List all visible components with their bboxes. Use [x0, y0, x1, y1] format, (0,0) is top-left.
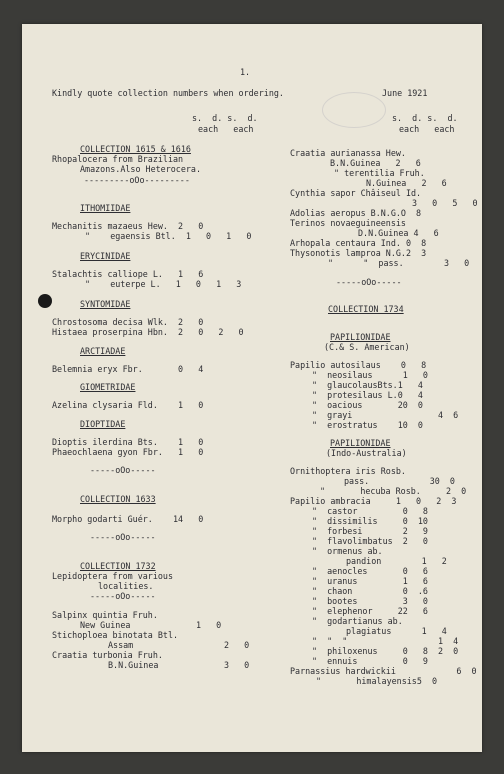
species-line: " egaensis Btl. 1 0 1 0 — [85, 231, 252, 241]
family-heading-ithomiidae: ITHOMIIDAE — [80, 203, 131, 213]
species-line: " grayi 4 6 — [312, 410, 459, 420]
collection-1633-title: COLLECTION 1633 — [80, 494, 156, 504]
species-line: " erostratus 10 0 — [312, 420, 423, 430]
collection-1734-title: COLLECTION 1734 — [328, 304, 404, 314]
family-heading-geometridae: GIOMETRIDAE — [80, 382, 136, 392]
species-line: Parnassius hardwickii 6 0 — [290, 666, 477, 676]
family-heading-papilionidae: PAPILIONIDAE — [330, 438, 391, 448]
collection-1732-desc-2: localities. — [98, 581, 154, 591]
page-number: 1. — [240, 67, 251, 77]
species-line: Dioptis ilerdina Bts. 1 0 — [52, 437, 204, 447]
collection-1615-title: COLLECTION 1615 & 1616 — [80, 144, 191, 154]
species-line: Stichoploea binotata Btl. — [52, 630, 179, 640]
separator: -----oOo----- — [336, 277, 402, 287]
species-line: " " " 1 4 — [312, 636, 459, 646]
species-line: Ornithoptera iris Rosb. — [290, 466, 406, 476]
species-line: " chaon 0 .6 — [312, 586, 428, 596]
species-line: " flavolimbatus 2 0 — [312, 536, 428, 546]
species-line: D.N.Guinea 4 6 — [358, 228, 439, 238]
species-line: Adolias aeropus B.N.G.O 8 — [290, 208, 422, 218]
family-region: (Indo-Australia) — [326, 448, 407, 458]
family-heading-dioptidae: DIOPTIDAE — [80, 419, 126, 429]
species-line: Arhopala centaura Ind. 0 8 — [290, 238, 427, 248]
faded-stamp-mark — [322, 92, 386, 128]
species-line: " ennuis 0 9 — [312, 656, 428, 666]
species-line: " dissimilis 0 10 — [312, 516, 428, 526]
species-line: " elephenor 22 6 — [312, 606, 428, 616]
species-line: Salpinx quintia Fruh. — [52, 610, 158, 620]
species-line: " castor 0 8 — [312, 506, 428, 516]
separator: -----oOo----- — [90, 532, 156, 542]
species-line: plagiatus 1 4 — [346, 626, 447, 636]
species-line: " neosilaus 1 0 — [312, 370, 428, 380]
species-line: " euterpe L. 1 0 1 3 — [85, 279, 242, 289]
species-line: " hecuba Rosb. 2 0 — [320, 486, 467, 496]
species-line: " protesilaus L.0 4 — [312, 390, 423, 400]
family-region: (C.& S. American) — [324, 342, 410, 352]
species-line: Belemnia eryx Fbr. 0 4 — [52, 364, 204, 374]
species-line: " terentilia Fruh. — [334, 168, 425, 178]
species-line: Morpho godarti Guér. 14 0 — [52, 514, 204, 524]
separator: -----oOo----- — [90, 465, 156, 475]
species-line: New Guinea 1 0 — [80, 620, 222, 630]
species-line: N.Guinea 2 6 — [366, 178, 447, 188]
species-line: B.N.Guinea 3 0 — [108, 660, 250, 670]
species-line: Phaeochlaena gyon Fbr. 1 0 — [52, 447, 204, 457]
species-line: " bootes 3 0 — [312, 596, 428, 606]
species-line: Papilio ambracia 1 0 2 3 — [290, 496, 457, 506]
collection-1615-desc-1: Rhopalocera from Brazilian — [52, 154, 184, 164]
species-line: Azelina clysaria Fld. 1 0 — [52, 400, 204, 410]
collection-1732-title: COLLECTION 1732 — [80, 561, 156, 571]
species-line: Craatia aurianassa Hew. — [290, 148, 406, 158]
species-line: " himalayensis5 0 — [316, 676, 438, 686]
species-line: " glaucolausBts.1 4 — [312, 380, 423, 390]
species-line: " uranus 1 6 — [312, 576, 428, 586]
species-line: Cynthia sapor Châiseul Id. — [290, 188, 422, 198]
species-line: Craatia turbonia Fruh. — [52, 650, 163, 660]
separator: -----oOo----- — [90, 591, 156, 601]
punched-hole — [38, 294, 52, 308]
species-line: Thysonotis lamproa N.G.2 3 — [290, 248, 427, 258]
species-line: Histaea proserpina Hbn. 2 0 2 0 — [52, 327, 244, 337]
collection-1732-desc-1: Lepidoptera from various — [52, 571, 174, 581]
species-line: " " pass. 3 0 — [328, 258, 470, 268]
species-line: Stalachtis calliope L. 1 6 — [52, 269, 204, 279]
species-line: Papilio autosilaus 0 8 — [290, 360, 427, 370]
family-heading-papilionidae: PAPILIONIDAE — [330, 332, 391, 342]
species-line: 3 0 5 0 — [412, 198, 478, 208]
species-line: " aenocles 0 6 — [312, 566, 428, 576]
species-line: pandion 1 2 — [346, 556, 447, 566]
separator: ---------oOo--------- — [84, 175, 190, 185]
order-notice: Kindly quote collection numbers when ordering. — [52, 88, 284, 98]
species-line: " godartianus ab. — [312, 616, 403, 626]
document-date: June 1921 — [382, 88, 428, 98]
price-header-right: s. d. s. d. — [392, 113, 458, 123]
collection-1615-desc-2: Amazons.Also Heterocera. — [80, 164, 202, 174]
species-line: " forbesi 2 9 — [312, 526, 428, 536]
species-line: Chrostosoma decisa Wlk. 2 0 — [52, 317, 204, 327]
price-header-right-each: each each — [399, 124, 455, 134]
document-page — [22, 24, 482, 752]
species-line: B.N.Guinea 2 6 — [330, 158, 421, 168]
species-line: " ormenus ab. — [312, 546, 383, 556]
species-line: " oacious 20 0 — [312, 400, 423, 410]
species-line: " philoxenus 0 8 2 0 — [312, 646, 459, 656]
species-line: Mechanitis mazaeus Hew. 2 0 — [52, 221, 204, 231]
species-line: pass. 30 0 — [344, 476, 455, 486]
family-heading-arctiadae: ARCTIADAE — [80, 346, 126, 356]
species-line: Assam 2 0 — [108, 640, 250, 650]
species-line: Terinos novaeguineensis — [290, 218, 406, 228]
family-heading-erycinidae: ERYCINIDAE — [80, 251, 131, 261]
price-header-left: s. d. s. d. — [192, 113, 258, 123]
price-header-left-each: each each — [198, 124, 254, 134]
family-heading-syntomidae: SYNTOMIDAE — [80, 299, 131, 309]
